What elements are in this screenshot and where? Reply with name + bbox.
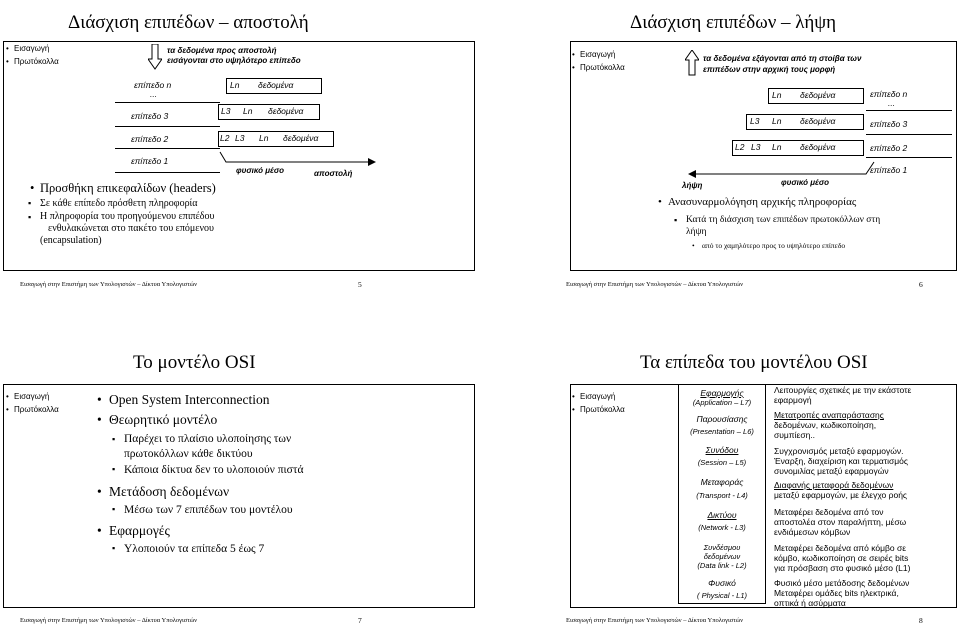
- medium-label: φυσικό μέσο: [781, 178, 830, 187]
- page-number: 5: [358, 280, 362, 289]
- slide-title: Διάσχιση επιπέδων – λήψη: [630, 12, 837, 33]
- layer-session: Συνόδου (Session – L5): [697, 445, 747, 467]
- header-ln: Ln: [259, 133, 269, 143]
- header-l3: L3: [751, 142, 761, 152]
- level-ellipsis: ...: [888, 98, 896, 108]
- separator: [115, 126, 220, 127]
- separator: [115, 148, 220, 149]
- layer-application: Εφαρμογής (Application – L7): [692, 388, 752, 407]
- receive-label: λήψη: [682, 181, 703, 190]
- top-note-2: εισάγονται στο υψηλότερο επίπεδο: [167, 56, 301, 65]
- slide-title: Διάσχιση επιπέδων – αποστολή: [68, 12, 309, 33]
- page-number: 6: [919, 280, 923, 289]
- header-ln: Ln: [230, 80, 240, 90]
- desc-datalink: Μεταφέρει δεδομένα από κόμβο σε κόμβο, κωδικοποίηση σε σειρές bits για πρόσβαση στο φυσικό μέσο (L1): [774, 543, 911, 573]
- slide-frame: [3, 384, 475, 608]
- payload: δεδομένα: [800, 90, 836, 100]
- bullet-sub-1: ▪ Σε κάθε επίπεδο πρόσθετη πληροφορία: [40, 198, 198, 209]
- separator: [115, 172, 220, 173]
- separator: [866, 157, 952, 158]
- bullet-transmission: • Μετάδοση δεδομένων: [97, 484, 230, 499]
- sidebar: [6, 42, 78, 68]
- level-1-label: επίπεδο 1: [131, 156, 169, 166]
- separator: [115, 102, 220, 103]
- payload: δεδομένα: [800, 116, 836, 126]
- layer-transport: Μεταφοράς (Transport - L4): [696, 477, 748, 500]
- top-note-2: επιπέδων στην αρχική τους μορφή: [703, 65, 836, 74]
- separator: [866, 134, 952, 135]
- level-2-label: επίπεδο 2: [870, 143, 908, 153]
- sidebar-item-protocols: • Πρωτόκολλα: [572, 403, 644, 416]
- footer: Εισαγωγή στην Επιστήμη των Υπολογιστών – Δίκτυα Υπολογιστών: [566, 617, 744, 624]
- desc-transport: Διαφανής μεταφορά δεδομένων μεταξύ εφαρμογών, με έλεγχο ροής: [774, 480, 908, 500]
- layer-datalink: Συνδέσμου δεδομένων (Data link - L2): [697, 543, 747, 570]
- payload: δεδομένα: [268, 106, 304, 116]
- bullet-theory-1: ▪ Παρέχει το πλαίσιο υλοποίησης των πρωτοκόλλων κάθε δικτύου: [124, 432, 291, 462]
- bullet-main: • Προσθήκη επικεφαλίδων (headers): [30, 181, 216, 195]
- bullet-sub-1: ▪ Κατά τη διάσχιση των επιπέδων πρωτοκόλλων στη λήψη: [686, 214, 880, 238]
- payload: δεδομένα: [283, 133, 319, 143]
- desc-presentation: Μετατροπές αναπαράστασης δεδομένων, κωδικοποίηση, συμπίεση..: [774, 410, 884, 440]
- sidebar-item-intro: • Εισαγωγή: [572, 48, 644, 61]
- level-2-label: επίπεδο 2: [131, 134, 169, 144]
- level-1-label: επίπεδο 1: [870, 165, 908, 175]
- sidebar: [572, 48, 644, 74]
- separator: [866, 110, 952, 111]
- desc-network: Μεταφέρει δεδομένα από τον αποστολέα στον παραλήπτη, μέσω ενδιάμεσων κόμβων: [774, 507, 907, 537]
- medium-label: φυσικό μέσο: [236, 166, 285, 175]
- page-number: 8: [919, 616, 923, 625]
- top-note-1: τα δεδομένα εξάγονται από τη στοίβα των: [703, 54, 862, 63]
- sidebar: [572, 390, 644, 416]
- footer: Εισαγωγή στην Επιστήμη των Υπολογιστών – Δίκτυα Υπολογιστών: [20, 281, 198, 288]
- desc-session: Συγχρονισμός μεταξύ εφαρμογών. Έναρξη, διαχείριση και τερματισμός συνομιλίας μεταξύ εφαρμογών: [774, 446, 908, 476]
- sidebar-item-protocols: • Πρωτόκολλα: [572, 61, 644, 74]
- footer: Εισαγωγή στην Επιστήμη των Υπολογιστών – Δίκτυα Υπολογιστών: [566, 281, 744, 288]
- bullet-apps-1: ▪ Υλοποιούν τα επίπεδα 5 έως 7: [124, 543, 264, 555]
- bullet-transmission-1: ▪ Μέσω των 7 επιπέδων του μοντέλου: [124, 504, 293, 516]
- desc-application: Λειτουργίες σχετικές με την εκάστοτε εφαρμογή: [774, 385, 912, 405]
- layer-physical: Φυσικό ( Physical - L1): [696, 578, 747, 600]
- level-n-label: επίπεδο n: [134, 80, 172, 90]
- bullet-theory: • Θεωρητικό μοντέλο: [97, 412, 218, 427]
- sidebar: [6, 390, 78, 416]
- bullet-theory-2: ▪ Κάποια δίκτυα δεν το υλοποιούν πιστά: [124, 464, 303, 476]
- bullet-main: • Ανασυναρμολόγηση αρχικής πληροφορίας: [658, 196, 857, 208]
- header-ln: Ln: [772, 116, 782, 126]
- sidebar-item-protocols: • Πρωτόκολλα: [6, 403, 78, 416]
- level-3-label: επίπεδο 3: [870, 119, 908, 129]
- send-label: αποστολή: [314, 169, 353, 178]
- footer: Εισαγωγή στην Επιστήμη των Υπολογιστών – Δίκτυα Υπολογιστών: [20, 617, 198, 624]
- slide-title: Τα επίπεδα του μοντέλου OSI: [640, 352, 868, 373]
- payload: δεδομένα: [258, 80, 294, 90]
- header-l3: L3: [750, 116, 760, 126]
- sidebar-item-intro: • Εισαγωγή: [572, 390, 644, 403]
- bullet-osi: • Open System Interconnection: [97, 392, 270, 407]
- layer-presentation: Παρουσίασης (Presentation – L6): [690, 414, 754, 436]
- desc-physical: Φυσικό μέσο μετάδοσης δεδομένων Μεταφέρει ομάδες bits ηλεκτρικά, οπτικά ή ασύρματα: [774, 578, 910, 608]
- header-ln: Ln: [772, 142, 782, 152]
- sidebar-item-intro: • Εισαγωγή: [6, 42, 78, 55]
- level-3-label: επίπεδο 3: [131, 111, 169, 121]
- down-arrow-icon: [148, 44, 162, 70]
- level-n-label: επίπεδο n: [870, 89, 908, 99]
- header-l2: L2: [220, 133, 230, 143]
- sidebar-item-protocols: • Πρωτόκολλα: [6, 55, 78, 68]
- top-note-1: τα δεδομένα προς αποστολή: [167, 46, 277, 55]
- slide-sending: [0, 0, 480, 310]
- header-l3: L3: [235, 133, 245, 143]
- bullet-apps: • Εφαρμογές: [97, 523, 170, 538]
- header-l2: L2: [735, 142, 745, 152]
- header-ln: Ln: [243, 106, 253, 116]
- bullet-sub-2: ▪ Η πληροφορία του προηγούμενου επιπέδου ενθυλακώνεται στο πακέτο του επόμενου (encapsulation): [40, 211, 214, 247]
- layer-network: Δικτύου (Network - L3): [698, 510, 746, 532]
- sidebar-item-intro: • Εισαγωγή: [6, 390, 78, 403]
- payload: δεδομένα: [800, 142, 836, 152]
- bullet-sub-2: • από το χαμηλότερο προς το υψηλότερο επίπεδο: [702, 241, 845, 250]
- page-number: 7: [358, 616, 362, 625]
- slide-title: Το μοντέλο OSI: [133, 352, 256, 373]
- header-l3: L3: [221, 106, 231, 116]
- up-arrow-icon: [685, 50, 699, 76]
- level-ellipsis: ...: [150, 89, 158, 99]
- header-ln: Ln: [772, 90, 782, 100]
